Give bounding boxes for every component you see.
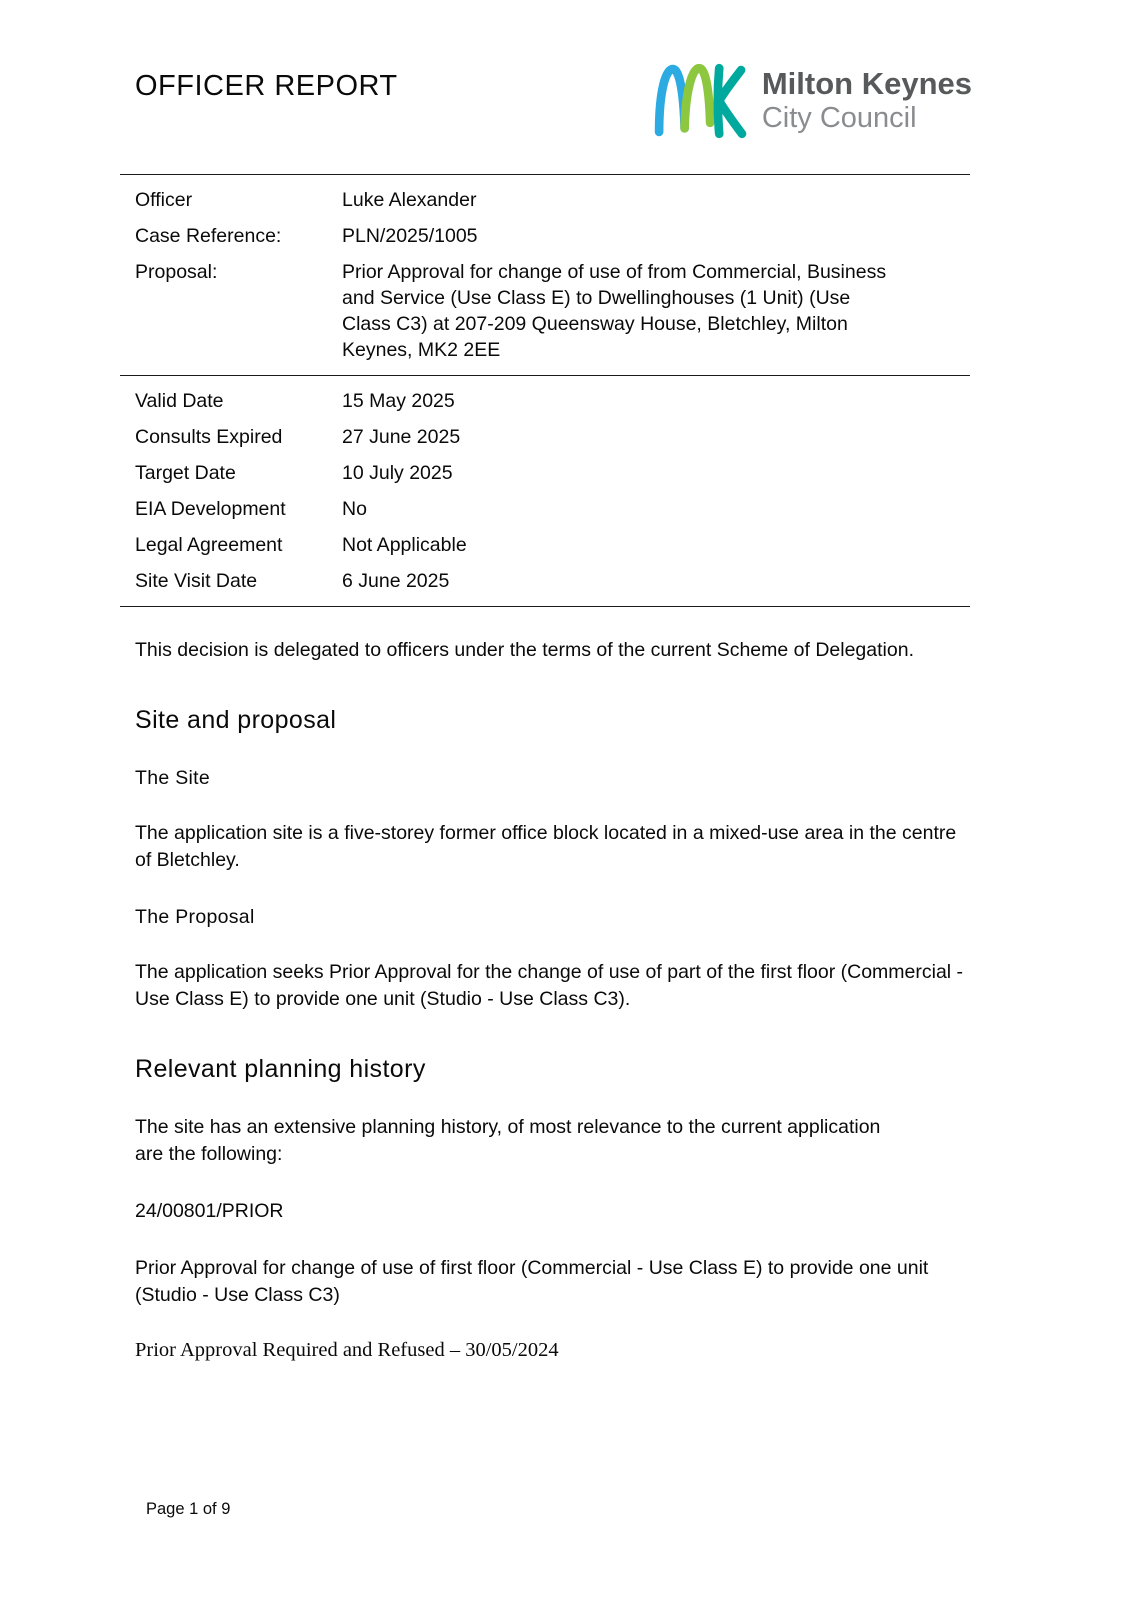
meta-value-proposal: Prior Approval for change of use of from Commercial, Business and Service (Use Class E) to Dwellinghouses (1 Unit) (Use Class C3) at 207-209 Queensway House, Bletchley, Milton Keynes, MK2 2EE [342, 261, 887, 361]
heading-site-and-proposal: Site and proposal [135, 706, 337, 734]
meta-row-eia-development [120, 491, 970, 527]
meta-row-consults-expired [120, 419, 970, 455]
council-subtitle: City Council [761, 102, 917, 135]
meta-label-proposal: Proposal: [135, 261, 218, 283]
council-logo-text [762, 67, 972, 134]
meta-label-site-visit-date: Site Visit Date [135, 570, 258, 592]
council-name: Milton Keynes [761, 66, 972, 102]
heading-relevant-planning-history: Relevant planning history [135, 1055, 426, 1083]
meta-value-eia-development: No [342, 498, 367, 520]
meta-label-case-reference: Case Reference: [135, 225, 282, 247]
history-outcome-line: Prior Approval Required and Refused – 30/05/2024 [135, 1339, 559, 1361]
history-description-paragraph: Prior Approval for change of use of first floor (Commercial - Use Class E) to provide one unit (Studio - Use Class C3) [135, 1257, 929, 1306]
meta-label-consults-expired: Consults Expired [135, 426, 283, 448]
meta-section-dates [120, 375, 970, 606]
meta-section-case [120, 174, 970, 375]
meta-label-valid-date: Valid Date [135, 390, 224, 412]
meta-row-target-date [120, 455, 970, 491]
meta-row-site-visit-date [120, 563, 970, 599]
the-site-paragraph: The application site is a five-storey former office block located in a mixed-use area in the centre of Bletchley. [135, 822, 957, 871]
meta-label-officer: Officer [135, 189, 193, 211]
meta-value-case-reference: PLN/2025/1005 [342, 225, 478, 247]
meta-label-eia-development: EIA Development [135, 498, 286, 520]
meta-value-target-date: 10 July 2025 [342, 462, 453, 484]
meta-row-case-reference [120, 218, 970, 254]
council-logo [650, 56, 972, 146]
meta-row-legal-agreement [120, 527, 970, 563]
subheading-the-site: The Site [135, 767, 211, 789]
meta-value-valid-date: 15 May 2025 [342, 390, 455, 412]
page-title: OFFICER REPORT [135, 70, 398, 102]
mk-logo-icon [650, 56, 752, 146]
history-application-reference: 24/00801/PRIOR [135, 1200, 284, 1222]
meta-row-valid-date [120, 383, 970, 419]
meta-label-target-date: Target Date [135, 462, 236, 484]
delegation-statement: This decision is delegated to officers under the terms of the current Scheme of Delegation. [135, 639, 914, 661]
page-number: Page 1 of 9 [146, 1500, 231, 1518]
meta-value-officer: Luke Alexander [342, 189, 477, 211]
report-body [0, 637, 1132, 1362]
subheading-the-proposal: The Proposal [135, 906, 255, 928]
meta-row-officer [120, 182, 970, 218]
meta-value-site-visit-date: 6 June 2025 [342, 570, 450, 592]
meta-value-legal-agreement: Not Applicable [342, 534, 467, 556]
meta-value-consults-expired: 27 June 2025 [342, 426, 461, 448]
meta-row-proposal [120, 254, 970, 368]
the-proposal-paragraph: The application seeks Prior Approval for the change of use of part of the first floor (Commercial - Use Class E) to provide one unit (Studio - Use Class C3). [135, 961, 964, 1010]
logo-m-right-stroke [684, 68, 710, 128]
page-header [0, 0, 1132, 146]
history-intro-paragraph: The site has an extensive planning history, of most relevance to the current application are the following: [135, 1116, 881, 1165]
meta-label-legal-agreement: Legal Agreement [135, 534, 283, 556]
case-meta-table [120, 174, 970, 607]
